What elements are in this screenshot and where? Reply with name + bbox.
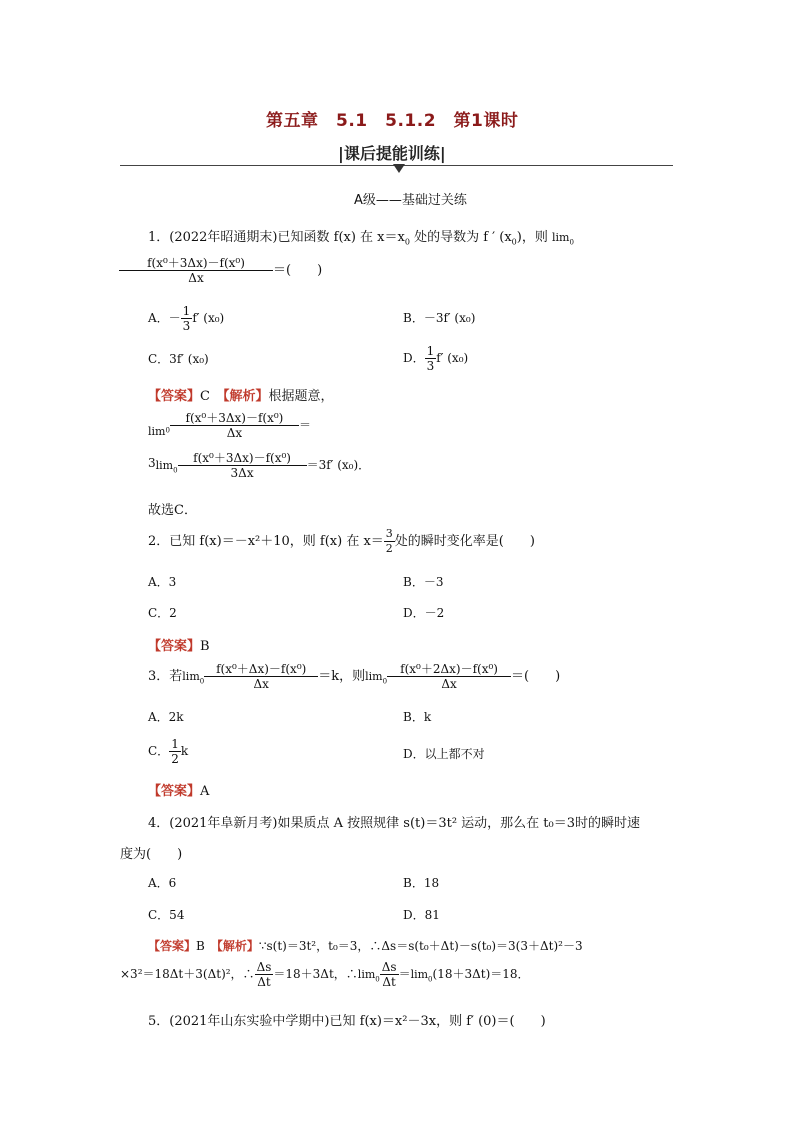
- q4-option-d[interactable]: D．81: [403, 908, 440, 922]
- q1-analysis-line2: $3\lim_0$ $\frac{\text{f(x⁰＋3Δx)－f(x⁰)}}{3\Delta x}$ ＝3f′ (x₀)．: [148, 451, 371, 480]
- q1-option-b[interactable]: B．－3f′ (x₀): [403, 311, 476, 325]
- q2-option-b[interactable]: B．－3: [403, 575, 444, 589]
- q3-option-d[interactable]: D．以上都不对: [403, 747, 485, 761]
- section-subtitle: |课后提能训练|: [338, 144, 446, 163]
- q4-stem-line2: 度为( ): [120, 847, 183, 862]
- q1-limit-expression: $\frac{\text{f(x⁰＋3Δx)－f(x⁰)}}{\Delta x}$ ＝( ): [119, 256, 322, 285]
- level-heading: A级——基础过关练: [354, 193, 467, 208]
- q1-option-a[interactable]: A．－ $\frac{1}{3}$ f′ (x₀): [148, 304, 225, 333]
- q2-stem: 2．已知 f(x)＝－x²＋10，则 f(x) 在 x＝ $\frac{3}{2}$ 处的瞬时变化率是( ): [148, 527, 535, 555]
- q3-stem: 3．若$\lim_0$ $\frac{\text{f(x⁰＋Δx)－f(x⁰)}}{\Delta x}$ ＝k，则$\lim_0$ $\frac{\text{f(x⁰＋2Δx)－f(x⁰)}}{\Delta x}$ ＝( ): [148, 662, 561, 691]
- q3-option-b[interactable]: B．k: [403, 710, 432, 724]
- q3-option-a[interactable]: A．2k: [148, 710, 184, 724]
- q1-analysis-line1: $\lim_0$ $\frac{\text{f(x⁰＋3Δx)－f(x⁰)}}{\Delta x}$ ＝: [148, 411, 311, 440]
- q4-option-c[interactable]: C．54: [148, 908, 185, 922]
- q4-option-a[interactable]: A．6: [148, 876, 177, 890]
- q3-answer: 【答案】A: [148, 784, 210, 799]
- q3-option-c[interactable]: C． $\frac{1}{2}$ k: [148, 737, 189, 766]
- q5-stem: 5．(2021年山东实验中学期中)已知 f(x)＝x²－3x，则 f′ (0)＝( ): [148, 1014, 546, 1029]
- q2-option-d[interactable]: D．－2: [403, 606, 445, 620]
- q2-option-c[interactable]: C．2: [148, 606, 177, 620]
- page-title: 第五章 5.1 5.1.2 第1课时: [266, 111, 519, 131]
- q4-analysis-line2: ×3²＝18Δt＋3(Δt)²，∴ $\frac{\Delta s}{\Delta t}$ ＝18＋3Δt，$\therefore\lim_0$ $\frac{\Delta s}{\Delta t}$ $=\lim_0(18+3\Delta t)=18$．: [120, 960, 530, 989]
- q2-answer: 【答案】B: [148, 639, 210, 654]
- q2-option-a[interactable]: A．3: [148, 575, 177, 589]
- q1-answer: 【答案】C 【解析】根据题意，: [148, 389, 334, 404]
- q4-stem-line1: 4．(2021年阜新月考)如果质点 A 按照规律 s(t)＝3t² 运动，那么在 t₀＝3时的瞬时速: [148, 816, 641, 831]
- q1-conclusion: 故选C．: [148, 503, 197, 518]
- q1-option-c[interactable]: C．3f′ (x₀): [148, 352, 209, 366]
- q4-answer: 【答案】B 【解析】∵s(t)＝3t²，t₀＝3，∴Δs＝s(t₀＋Δt)－s(t₀)＝3(3＋Δt)²－3: [148, 939, 583, 953]
- q1-option-d[interactable]: D． $\frac{1}{3}$ f′ (x₀): [403, 344, 469, 373]
- q4-option-b[interactable]: B．18: [403, 876, 440, 890]
- divider-arrow-icon: [393, 164, 405, 173]
- q1-stem: 1．(2022年昭通期末)已知函数 f(x) 在 $x=x_0$ 处的导数为 f ′ $(x_0)$，则 $\lim_0$: [148, 230, 574, 247]
